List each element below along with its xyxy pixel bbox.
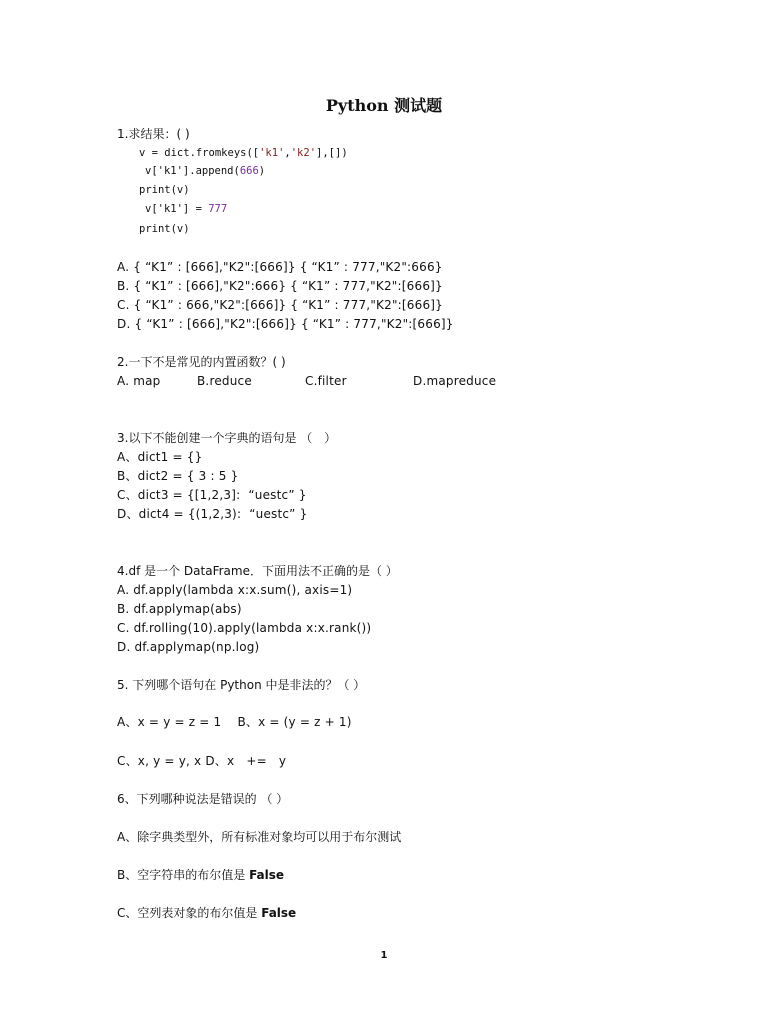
question-4-option-b: B. df.applymap(abs) <box>117 602 242 616</box>
code-text: v = dict.fromkeys([ <box>139 147 260 159</box>
option-keyword: False <box>261 906 297 920</box>
code-line-5: print(v) <box>139 223 190 235</box>
question-4-stem: 4.df 是一个 DataFrame．下面用法不正确的是（ ） <box>117 564 398 578</box>
option-text: B、空字符串的布尔值是 <box>117 868 250 882</box>
question-6-option-c <box>117 907 296 919</box>
option-keyword: False <box>249 868 285 882</box>
question-2-option-b: B.reduce <box>197 374 252 388</box>
page-title: Python 测试题 <box>325 96 443 115</box>
code-line-1 <box>139 148 348 159</box>
question-2-option-d: D.mapreduce <box>413 374 497 388</box>
code-text: v['k1'] = <box>145 203 209 215</box>
question-2-option-c: C.filter <box>305 374 347 388</box>
question-2-option-a: A. map <box>117 374 161 388</box>
question-1-option-a: A. { “K1” : [666],"K2":[666]} { “K1” : 777,"K2":666} <box>117 260 443 274</box>
code-text: , <box>284 147 291 159</box>
code-line-2 <box>145 166 265 177</box>
code-text: ],[]) <box>316 147 348 159</box>
code-number: 666 <box>239 165 259 177</box>
question-4-option-d: D. df.applymap(np.log) <box>117 640 260 654</box>
code-text: ) <box>258 165 266 177</box>
question-3-option-b: B、dict2 = { 3 : 5 } <box>117 469 239 483</box>
question-1-stem: 1.求结果：( ) <box>117 127 190 141</box>
question-1-option-c: C. { “K1” : 666,"K2":[666]} { “K1” : 777,"K2":[666]} <box>117 298 444 312</box>
code-line-4 <box>145 204 227 215</box>
question-3-option-d: D、dict4 = {(1,2,3): “uestc” } <box>117 507 308 521</box>
code-string: 'k1' <box>259 147 285 159</box>
question-5-options-cd: C、x, y = y, x D、x += y <box>117 754 287 768</box>
question-1-option-d: D. { “K1” : [666],"K2":[666]} { “K1” : 777,"K2":[666]} <box>117 317 454 331</box>
question-4-option-a: A. df.apply(lambda x:x.sum(), axis=1) <box>117 583 353 597</box>
question-6-option-b <box>117 869 284 881</box>
code-string: 'k2' <box>290 147 317 159</box>
question-2-stem: 2.一下不是常见的内置函数？( ) <box>117 355 286 369</box>
option-text: C、空列表对象的布尔值是 <box>117 906 262 920</box>
question-3-stem: 3.以下不能创建一个字典的语句是 （ ） <box>117 431 337 445</box>
question-6-stem: 6、下列哪种说法是错误的 （ ） <box>117 792 289 806</box>
page-number: 1 <box>380 950 388 961</box>
question-3-option-c: C、dict3 = {[1,2,3]: “uestc” } <box>117 488 307 502</box>
question-6-option-a: A、除字典类型外，所有标准对象均可以用于布尔测试 <box>117 830 402 844</box>
question-4-option-c: C. df.rolling(10).apply(lambda x:x.rank()) <box>117 621 372 635</box>
question-3-option-a: A、dict1 = {} <box>117 450 203 464</box>
code-line-3: print(v) <box>139 184 190 196</box>
question-5-options-ab: A、x = y = z = 1 B、x = (y = z + 1) <box>117 715 352 729</box>
question-1-option-b: B. { “K1” : [666],"K2":666} { “K1” : 777,"K2":[666]} <box>117 279 443 293</box>
code-text: v['k1'].append( <box>145 165 240 177</box>
code-number: 777 <box>208 203 228 215</box>
question-5-stem: 5. 下列哪个语句在 Python 中是非法的？（ ） <box>117 678 366 692</box>
